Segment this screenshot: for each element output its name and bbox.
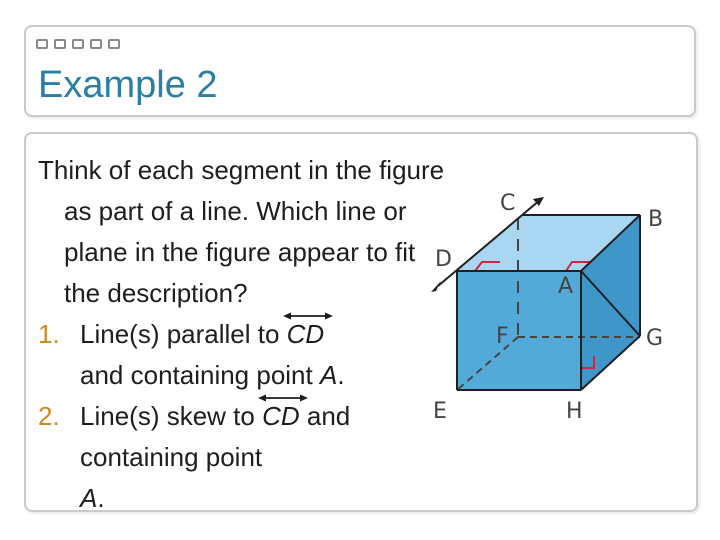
label-b: B	[648, 207, 664, 232]
cube-diagram	[431, 197, 640, 390]
label-a: A	[558, 274, 574, 299]
item-text-mid: and containing point	[80, 360, 320, 390]
slide-title: Example 2	[38, 64, 218, 106]
title-panel	[24, 25, 696, 117]
line-name-text: CD	[286, 319, 325, 349]
item-text-after: .	[337, 360, 345, 390]
square-dot-icon	[36, 39, 48, 49]
item-number: 2.	[38, 401, 60, 431]
item-text-after: .	[97, 483, 105, 513]
label-d: D	[435, 247, 452, 272]
question-item-1	[38, 314, 448, 396]
cube-figure	[420, 180, 680, 430]
question-item-2	[38, 396, 448, 519]
square-dot-icon	[54, 39, 66, 49]
square-dot-icon	[90, 39, 102, 49]
line-name	[262, 396, 300, 437]
item-number: 1.	[38, 319, 60, 349]
intro-text: Think of each segment in the figure as part of a line. Which line or plane in the figure appear to fit the description?	[38, 155, 445, 308]
line-name-text: CD	[262, 401, 300, 431]
item-text-mid: and containing point	[80, 401, 351, 472]
question-text	[38, 150, 448, 519]
double-arrow-icon	[258, 393, 308, 403]
point-name: A	[319, 360, 338, 390]
square-dot-icon	[108, 39, 120, 49]
square-dot-icon	[72, 39, 84, 49]
point-name: A	[80, 483, 98, 513]
line-name	[287, 314, 325, 355]
decorative-dots	[36, 39, 120, 49]
item-text-before: Line(s) parallel to	[80, 319, 287, 349]
line-cd-arrowhead-bottom	[431, 281, 441, 292]
label-e: E	[433, 399, 447, 424]
label-h: H	[566, 399, 583, 424]
label-g: G	[646, 326, 664, 351]
label-f: F	[496, 324, 509, 349]
item-text-before: Line(s) skew to	[80, 401, 263, 431]
label-c: C	[500, 191, 516, 216]
double-arrow-icon	[283, 311, 333, 321]
